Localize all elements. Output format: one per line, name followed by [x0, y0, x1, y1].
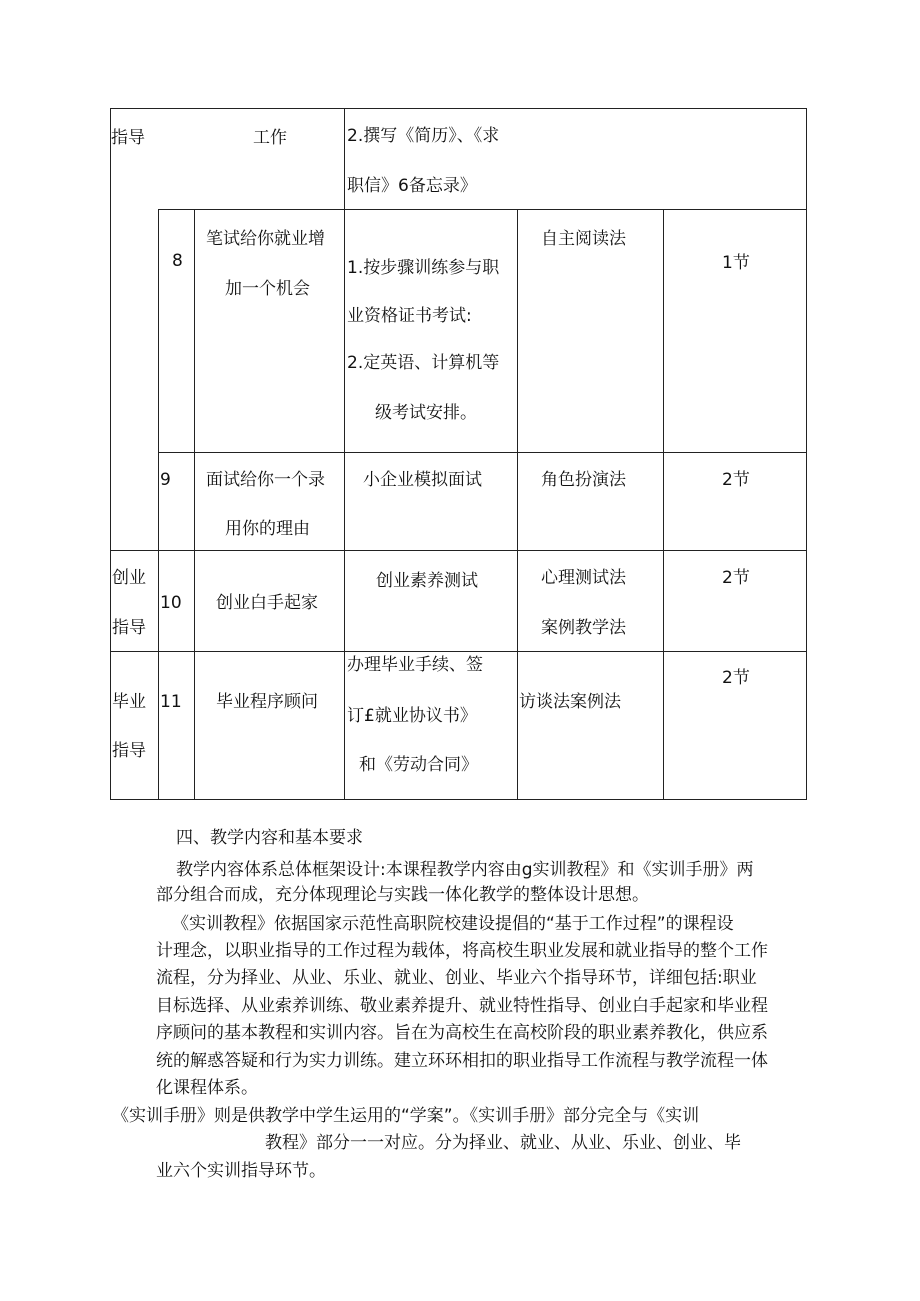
row10-topic: 创业白手起家 — [216, 593, 318, 613]
table-rule-after-row9 — [110, 550, 807, 551]
paragraph-2-line-1: 《实训教程》依据国家示范性高职院校建设提倡的“基于工作过程”的课程设 — [172, 914, 734, 934]
row11-number: 11 — [160, 692, 182, 712]
row11-category-line1: 毕业 — [112, 692, 146, 712]
paragraph-3-line-1: 《实训手册》则是供教学中学生运用的“学案”。《实训手册》部分完全与《实训 — [112, 1106, 700, 1126]
paragraph-2-line-3: 流程，分为择业、从业、乐业、就业、创业、毕业六个指导环节，详细包括:职业 — [156, 968, 757, 988]
row10-method-line1: 心理测试法 — [541, 568, 626, 588]
table-border-left — [110, 108, 111, 800]
paragraph-2-line-2: 计理念，以职业指导的工作过程为载体，将高校生职业发展和就业指导的整个工作 — [156, 941, 768, 961]
row11-method: 访谈法案例法 — [519, 692, 621, 712]
row11-hours: 2节 — [722, 668, 750, 688]
row11-category-line2: 指导 — [112, 741, 146, 761]
table-col-no-left — [158, 209, 159, 800]
row11-content-line2: 订£就业协议书》 — [347, 706, 477, 726]
row10-category-line2: 指导 — [112, 618, 146, 638]
row-work-content-line1: 2.撰写《简历》、《求 — [347, 126, 500, 146]
table-rule-after-work — [158, 209, 807, 210]
table-col-method-left — [517, 209, 518, 800]
table-border-top — [110, 108, 807, 109]
row-work-content-line2: 职信》6备忘录》 — [347, 176, 477, 196]
paragraph-2-line-6: 统的解惑答疑和行为实力训练。建立环环相扣的职业指导工作流程与教学流程一体 — [156, 1051, 768, 1071]
row8-topic-line1: 笔试给你就业增 — [206, 229, 325, 249]
row9-number: 9 — [160, 470, 171, 490]
row8-content-line4: 级考试安排。 — [375, 403, 477, 423]
table-col-content-left — [344, 108, 345, 800]
paragraph-1-line-2: 部分组合而成，充分体现理论与实践一体化教学的整体设计思想。 — [156, 885, 649, 905]
row-work-category: 指导 — [111, 128, 145, 148]
row8-content-line3: 2.定英语、计算机等 — [347, 353, 500, 373]
row11-topic: 毕业程序顾问 — [216, 692, 318, 712]
row8-content-line1: 1.按步骤训练参与职 — [347, 258, 500, 278]
row8-number: 8 — [172, 251, 183, 271]
row9-content: 小企业模拟面试 — [363, 470, 482, 490]
row8-method: 自主阅读法 — [541, 229, 626, 249]
paragraph-2-line-5: 序顾问的基本教程和实训内容。旨在为高校生在高校阶段的职业素养教化，供应系 — [156, 1023, 768, 1043]
row10-content: 创业素养测试 — [376, 571, 478, 591]
paragraph-2-line-4: 目标选择、从业索养训练、敬业素养提升、就业特性指导、创业白手起家和毕业程 — [156, 996, 768, 1016]
row-work-topic: 工作 — [253, 128, 287, 148]
row10-method-line2: 案例教学法 — [541, 618, 626, 638]
table-border-bottom — [110, 799, 807, 800]
row8-topic-line2: 加一个机会 — [225, 279, 310, 299]
row9-method: 角色扮演法 — [541, 470, 626, 490]
row8-content-line2: 业资格证书考试: — [347, 306, 472, 326]
row9-topic-line2: 用你的理由 — [225, 519, 310, 539]
row9-topic-line1: 面试给你一个录 — [206, 470, 325, 490]
paragraph-3-line-2: 教程》部分一一对应。分为择业、就业、从业、乐业、创业、毕 — [265, 1133, 741, 1153]
paragraph-2-line-7: 化课程体系。 — [156, 1078, 258, 1098]
row9-hours: 2节 — [722, 470, 750, 490]
table-col-topic-left — [194, 209, 195, 800]
table-rule-after-row10 — [110, 651, 807, 652]
row10-hours: 2节 — [722, 568, 750, 588]
row10-category-line1: 创业 — [112, 568, 146, 588]
paragraph-3-line-3: 业六个实训指导环节。 — [156, 1161, 326, 1181]
table-rule-after-row8 — [158, 452, 807, 453]
row11-content-line1: 办理毕业手续、签 — [347, 655, 483, 675]
row8-hours: 1节 — [722, 253, 750, 273]
table-col-hours-left — [663, 209, 664, 800]
row10-number: 10 — [160, 593, 182, 613]
paragraph-1-line-1: 教学内容体系总体框架设计:本课程教学内容由g实训教程》和《实训手册》两 — [176, 860, 754, 880]
table-border-right — [806, 108, 807, 800]
row11-content-line3: 和《劳动合同》 — [359, 755, 478, 775]
section-heading: 四、教学内容和基本要求 — [176, 828, 363, 848]
